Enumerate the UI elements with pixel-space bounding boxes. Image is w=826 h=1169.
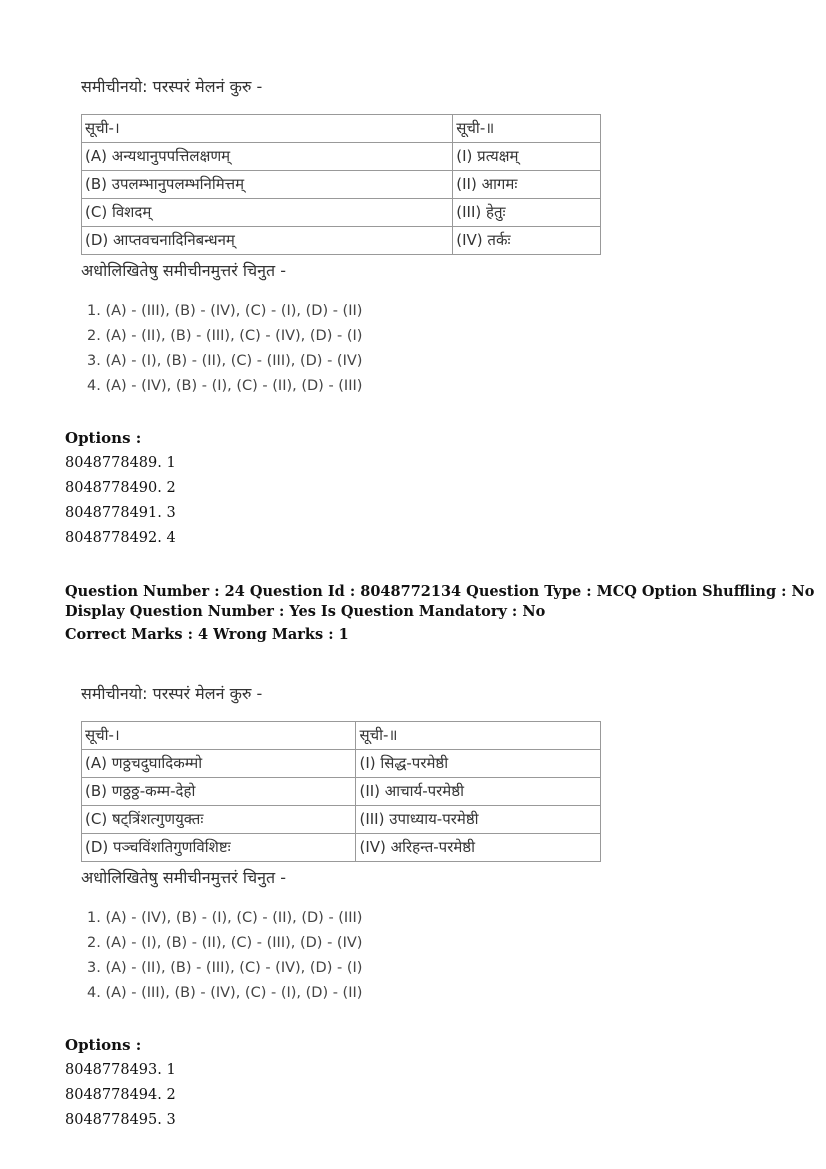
table-cell: (C) षट्त्रिंशत्गुणयुक्तः [82, 806, 356, 834]
table-cell: (II) आचार्य-परमेष्ठी [356, 778, 601, 806]
table-cell: (B) णठ्ठठ्ठ-कम्म-देहो [82, 778, 356, 806]
table-cell: (III) हेतुः [453, 199, 601, 227]
option-line: 8048778491. 3 [65, 505, 176, 521]
table-row [82, 750, 601, 778]
option-line: 8048778495. 3 [65, 1112, 176, 1128]
table-cell: (I) प्रत्यक्षम् [453, 143, 601, 171]
table-row [82, 806, 601, 834]
q2-meta-block [65, 582, 814, 645]
table-row [82, 143, 601, 171]
table-cell: (A) अन्यथानुपपत्तिलक्षणम् [82, 143, 453, 171]
q1-options-title: Options : [65, 429, 142, 447]
table-row [82, 834, 601, 862]
q2-prompt: अधोलिखितेषु समीचीनमुत्तरं चिनुत - [81, 868, 287, 887]
table-cell: (II) आगमः [453, 171, 601, 199]
table-cell: (IV) तर्कः [453, 227, 601, 255]
table-cell: (B) उपलम्भानुपलम्भनिमित्तम् [82, 171, 453, 199]
answer-choice: 4. (A) - (IV), (B) - (I), (C) - (II), (D) - (III) [87, 378, 363, 394]
table-cell: (I) सिद्ध-परमेष्ठी [356, 750, 601, 778]
question-meta-line-3: Correct Marks : 4 Wrong Marks : 1 [65, 626, 349, 643]
q1-match-table [81, 114, 601, 255]
option-line: 8048778494. 2 [65, 1087, 176, 1103]
table-header-row [82, 722, 601, 750]
q2-options-list [65, 1058, 176, 1133]
q1-prompt: अधोलिखितेषु समीचीनमुत्तरं चिनुत - [81, 261, 287, 280]
answer-choice: 3. (A) - (I), (B) - (II), (C) - (III), (D) - (IV) [87, 353, 363, 369]
answer-choice: 1. (A) - (IV), (B) - (I), (C) - (II), (D) - (III) [87, 910, 363, 926]
column-header-list-2: सूची-॥ [356, 722, 601, 750]
table-row [82, 199, 601, 227]
table-cell: (IV) अरिहन्त-परमेष्ठी [356, 834, 601, 862]
q2-options-title: Options : [65, 1036, 142, 1054]
option-line: 8048778492. 4 [65, 530, 176, 546]
table-row [82, 171, 601, 199]
q2-match-table [81, 721, 601, 862]
answer-choice: 4. (A) - (III), (B) - (IV), (C) - (I), (D) - (II) [87, 985, 363, 1001]
answer-choice: 2. (A) - (II), (B) - (III), (C) - (IV), (D) - (I) [87, 328, 363, 344]
table-cell: (D) पञ्चविंशतिगुणविशिष्टः [82, 834, 356, 862]
column-header-list-1: सूची-। [82, 115, 453, 143]
answer-choice: 2. (A) - (I), (B) - (II), (C) - (III), (D) - (IV) [87, 935, 363, 951]
q2-answer-list [87, 906, 362, 1006]
table-header-row [82, 115, 601, 143]
question-meta-line-2: Display Question Number : Yes Is Question Mandatory : No [65, 603, 546, 620]
q1-answer-list [87, 299, 362, 399]
question-meta-line-1: Question Number : 24 Question Id : 8048772134 Question Type : MCQ Option Shuffling : No [65, 583, 815, 600]
table-cell: (C) विशदम् [82, 199, 453, 227]
q2-instruction: समीचीनयो: परस्परं मेलनं कुरु - [81, 684, 263, 703]
option-line: 8048778489. 1 [65, 455, 176, 471]
table-row [82, 778, 601, 806]
table-cell: (III) उपाध्याय-परमेष्ठी [356, 806, 601, 834]
table-cell: (A) णठ्ठचदुघादिकम्मो [82, 750, 356, 778]
column-header-list-2: सूची-॥ [453, 115, 601, 143]
option-line: 8048778490. 2 [65, 480, 176, 496]
table-row [82, 227, 601, 255]
q1-options-list [65, 451, 176, 551]
answer-choice: 3. (A) - (II), (B) - (III), (C) - (IV), (D) - (I) [87, 960, 363, 976]
answer-choice: 1. (A) - (III), (B) - (IV), (C) - (I), (D) - (II) [87, 303, 363, 319]
table-cell: (D) आप्तवचनादिनिबन्धनम् [82, 227, 453, 255]
q1-instruction: समीचीनयो: परस्परं मेलनं कुरु - [81, 77, 263, 96]
column-header-list-1: सूची-। [82, 722, 356, 750]
option-line: 8048778493. 1 [65, 1062, 176, 1078]
